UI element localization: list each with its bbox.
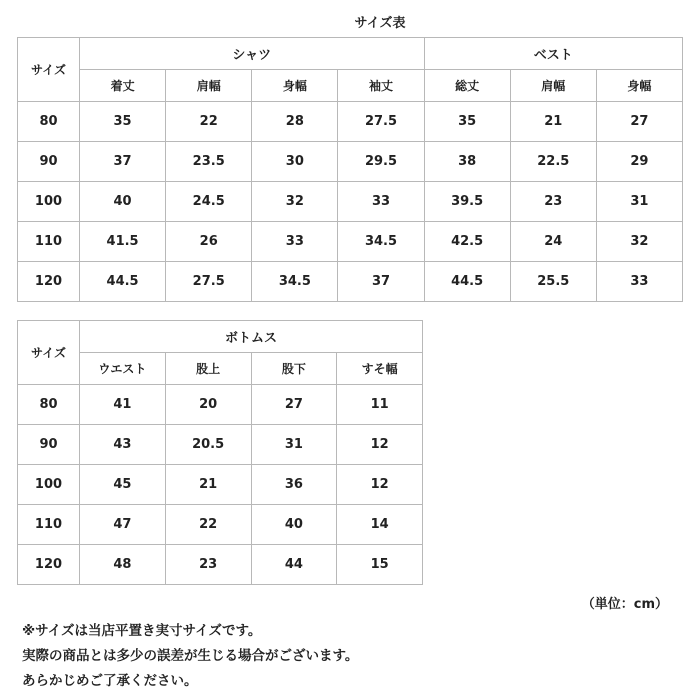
value-cell: 37 [80,142,166,182]
value-cell: 25.5 [510,262,596,302]
table-row [18,545,423,585]
value-cell: 21 [165,465,251,505]
size-cell: 80 [18,102,80,142]
value-cell: 33 [252,222,338,262]
page-title: サイズ表 [354,16,406,31]
note-line: あらかじめご了承ください。 [22,673,198,689]
value-cell: 23.5 [166,142,252,182]
value-cell: 42.5 [424,222,510,262]
value-cell: 31 [251,425,337,465]
size-cell: 110 [18,222,80,262]
value-cell: 24.5 [166,182,252,222]
value-cell: 22.5 [510,142,596,182]
value-cell: 38 [424,142,510,182]
value-cell: 32 [596,222,682,262]
value-cell: 40 [80,182,166,222]
notes [22,619,358,694]
table-row [18,102,683,142]
value-cell: 48 [80,545,166,585]
value-cell: 44 [251,545,337,585]
table-row [18,222,683,262]
value-cell: 43 [80,425,166,465]
column-header: 身幅 [596,70,682,102]
value-cell: 35 [80,102,166,142]
value-cell: 27 [251,385,337,425]
value-cell: 14 [337,505,423,545]
column-header: すそ幅 [337,353,423,385]
value-cell: 33 [338,182,424,222]
value-cell: 21 [510,102,596,142]
note-line: ※サイズは当店平置き実寸サイズです。 [22,623,262,639]
value-cell: 33 [596,262,682,302]
value-cell: 23 [165,545,251,585]
value-cell: 41.5 [80,222,166,262]
bottoms-group-header: ボトムス [80,321,423,353]
unit-label: （単位：cm） [581,597,668,612]
value-cell: 37 [338,262,424,302]
value-cell: 20.5 [165,425,251,465]
column-header: 総丈 [424,70,510,102]
value-cell: 44.5 [424,262,510,302]
table-row [18,142,683,182]
value-cell: 45 [80,465,166,505]
value-cell: 27.5 [338,102,424,142]
table-row [18,425,423,465]
value-cell: 40 [251,505,337,545]
value-cell: 31 [596,182,682,222]
value-cell: 27.5 [166,262,252,302]
vest-group-header: ベスト [424,38,682,70]
value-cell: 11 [337,385,423,425]
table-row [18,182,683,222]
size-cell: 100 [18,465,80,505]
value-cell: 32 [252,182,338,222]
value-cell: 47 [80,505,166,545]
bottoms-size-table [17,320,423,585]
value-cell: 36 [251,465,337,505]
column-header: 股下 [251,353,337,385]
value-cell: 34.5 [338,222,424,262]
value-cell: 12 [337,425,423,465]
value-cell: 22 [166,102,252,142]
value-cell: 41 [80,385,166,425]
value-cell: 30 [252,142,338,182]
size-cell: 100 [18,182,80,222]
column-header: 肩幅 [166,70,252,102]
column-header: 袖丈 [338,70,424,102]
shirt-group-header: シャツ [80,38,425,70]
value-cell: 29 [596,142,682,182]
value-cell: 15 [337,545,423,585]
size-cell: 110 [18,505,80,545]
value-cell: 29.5 [338,142,424,182]
size-cell: 90 [18,142,80,182]
column-header: ウエスト [80,353,166,385]
value-cell: 24 [510,222,596,262]
table-row [18,505,423,545]
value-cell: 44.5 [80,262,166,302]
column-header: 肩幅 [510,70,596,102]
value-cell: 34.5 [252,262,338,302]
table-row [18,465,423,505]
value-cell: 20 [165,385,251,425]
size-column-header: サイズ [18,321,80,385]
size-cell: 120 [18,545,80,585]
value-cell: 22 [165,505,251,545]
size-cell: 90 [18,425,80,465]
value-cell: 35 [424,102,510,142]
size-cell: 120 [18,262,80,302]
column-header: 着丈 [80,70,166,102]
size-column-header: サイズ [18,38,80,102]
value-cell: 28 [252,102,338,142]
value-cell: 26 [166,222,252,262]
size-cell: 80 [18,385,80,425]
value-cell: 27 [596,102,682,142]
column-header: 股上 [165,353,251,385]
note-line: 実際の商品とは多少の誤差が生じる場合がございます。 [22,648,359,664]
value-cell: 23 [510,182,596,222]
value-cell: 12 [337,465,423,505]
tops-size-table [17,37,683,302]
table-row [18,262,683,302]
table-row [18,385,423,425]
column-header: 身幅 [252,70,338,102]
value-cell: 39.5 [424,182,510,222]
